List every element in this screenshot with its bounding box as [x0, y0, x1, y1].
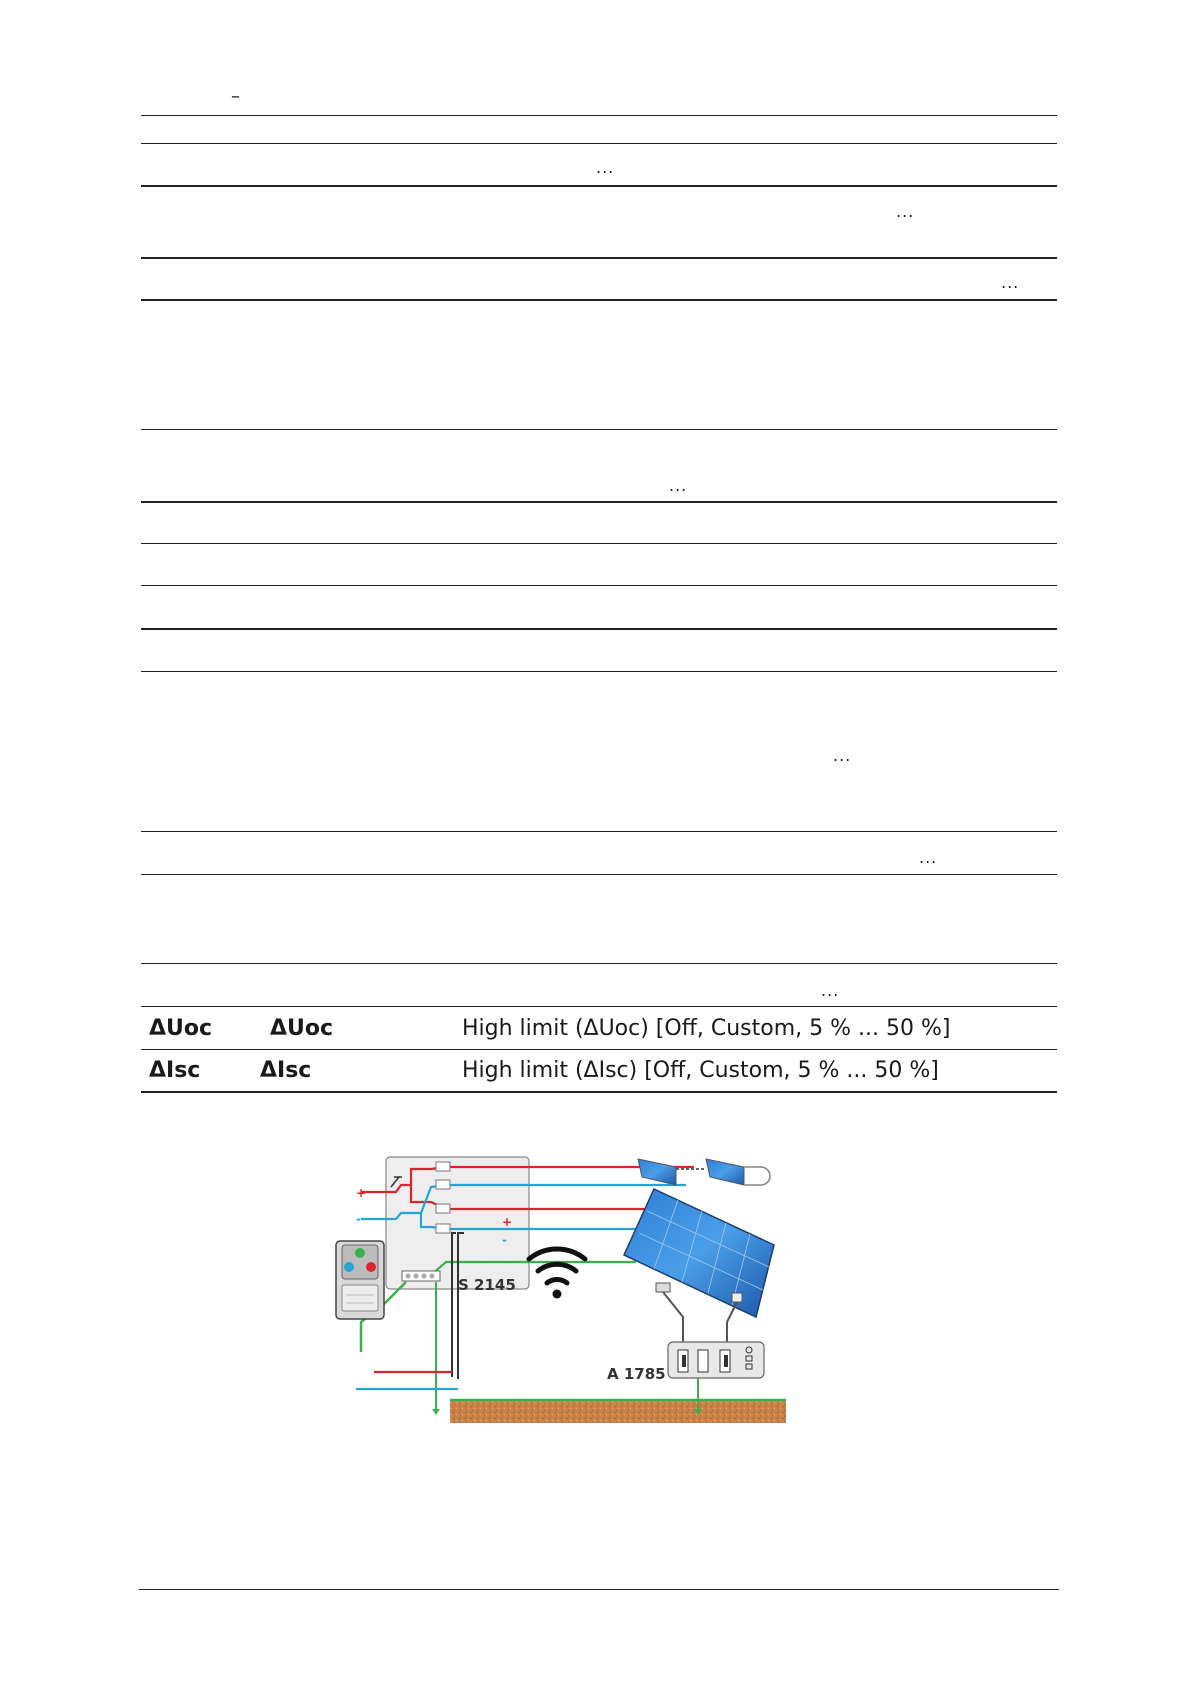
- fuse: [436, 1162, 450, 1171]
- terminal-green: [355, 1248, 365, 1258]
- range-ellipsis: ...: [919, 848, 938, 867]
- range-ellipsis: ...: [596, 158, 615, 177]
- terminal-blue: [344, 1262, 354, 1272]
- fuse: [436, 1204, 450, 1213]
- table-rule: [141, 671, 1057, 672]
- parameter-symbol: ΔIsc: [260, 1058, 312, 1083]
- table-rule: [141, 831, 1057, 832]
- device-led: [682, 1355, 686, 1367]
- table-rule: [141, 257, 1057, 259]
- parameter-name: ΔIsc: [149, 1058, 201, 1083]
- pv-tester-instrument: [334, 1239, 394, 1329]
- diagram-svg: [356, 1147, 846, 1429]
- table-rule: [141, 1006, 1057, 1007]
- parameter-symbol: ΔUoc: [270, 1016, 334, 1041]
- table-rule: [141, 115, 1057, 116]
- earth-arrow: [432, 1409, 440, 1415]
- terminal-red: [366, 1262, 376, 1272]
- parameter-name: ΔUoc: [149, 1016, 213, 1041]
- small-pv-panel: [706, 1159, 744, 1185]
- device-led: [724, 1355, 728, 1367]
- loop-wire: [744, 1167, 770, 1185]
- wifi-icon-dot: [553, 1290, 562, 1299]
- header-dash: –: [231, 86, 240, 107]
- terminal: [422, 1274, 427, 1279]
- terminal: [414, 1274, 419, 1279]
- main-pv-panel: [624, 1189, 774, 1317]
- pv-connection-diagram: [356, 1147, 846, 1429]
- table-rule: [141, 1091, 1057, 1093]
- table-rule: [141, 1049, 1057, 1050]
- table-rule: [141, 501, 1057, 503]
- range-ellipsis: ...: [821, 981, 840, 1000]
- range-ellipsis: ...: [669, 476, 688, 495]
- table-rule: [141, 299, 1057, 301]
- parameter-description: High limit (ΔUoc) [Off, Custom, 5 % ... 50 %]: [462, 1016, 951, 1041]
- table-rule: [141, 543, 1057, 544]
- range-ellipsis: ...: [1001, 273, 1020, 292]
- table-rule: [141, 143, 1057, 144]
- table-rule: [141, 185, 1057, 187]
- minus-sign: -: [356, 1212, 361, 1226]
- parameter-description: High limit (ΔIsc) [Off, Custom, 5 % ... 50 %]: [462, 1058, 939, 1083]
- terminal: [430, 1274, 435, 1279]
- range-ellipsis: ...: [896, 202, 915, 221]
- wifi-icon: [529, 1249, 585, 1283]
- table-rule: [141, 963, 1057, 964]
- plus-sign: +: [356, 1186, 367, 1200]
- table-rule: [141, 585, 1057, 586]
- fuse: [436, 1180, 450, 1189]
- junction-box: [656, 1283, 670, 1292]
- footer-rule: [139, 1589, 1059, 1590]
- small-pv-panel: [638, 1159, 676, 1185]
- device-port: [698, 1350, 708, 1372]
- terminal: [406, 1274, 411, 1279]
- label-s2145: S 2145: [458, 1276, 516, 1294]
- plus-sign: +: [502, 1215, 513, 1229]
- label-a1785: A 1785: [607, 1365, 666, 1383]
- minus-sign: -: [502, 1233, 507, 1247]
- table-rule: [141, 628, 1057, 630]
- table-rule: [141, 429, 1057, 430]
- fuse: [436, 1224, 450, 1233]
- table-rule: [141, 874, 1057, 875]
- ground-soil: [450, 1401, 786, 1423]
- junction-box: [732, 1293, 742, 1302]
- range-ellipsis: ...: [833, 746, 852, 765]
- blue-lead: [356, 1373, 458, 1389]
